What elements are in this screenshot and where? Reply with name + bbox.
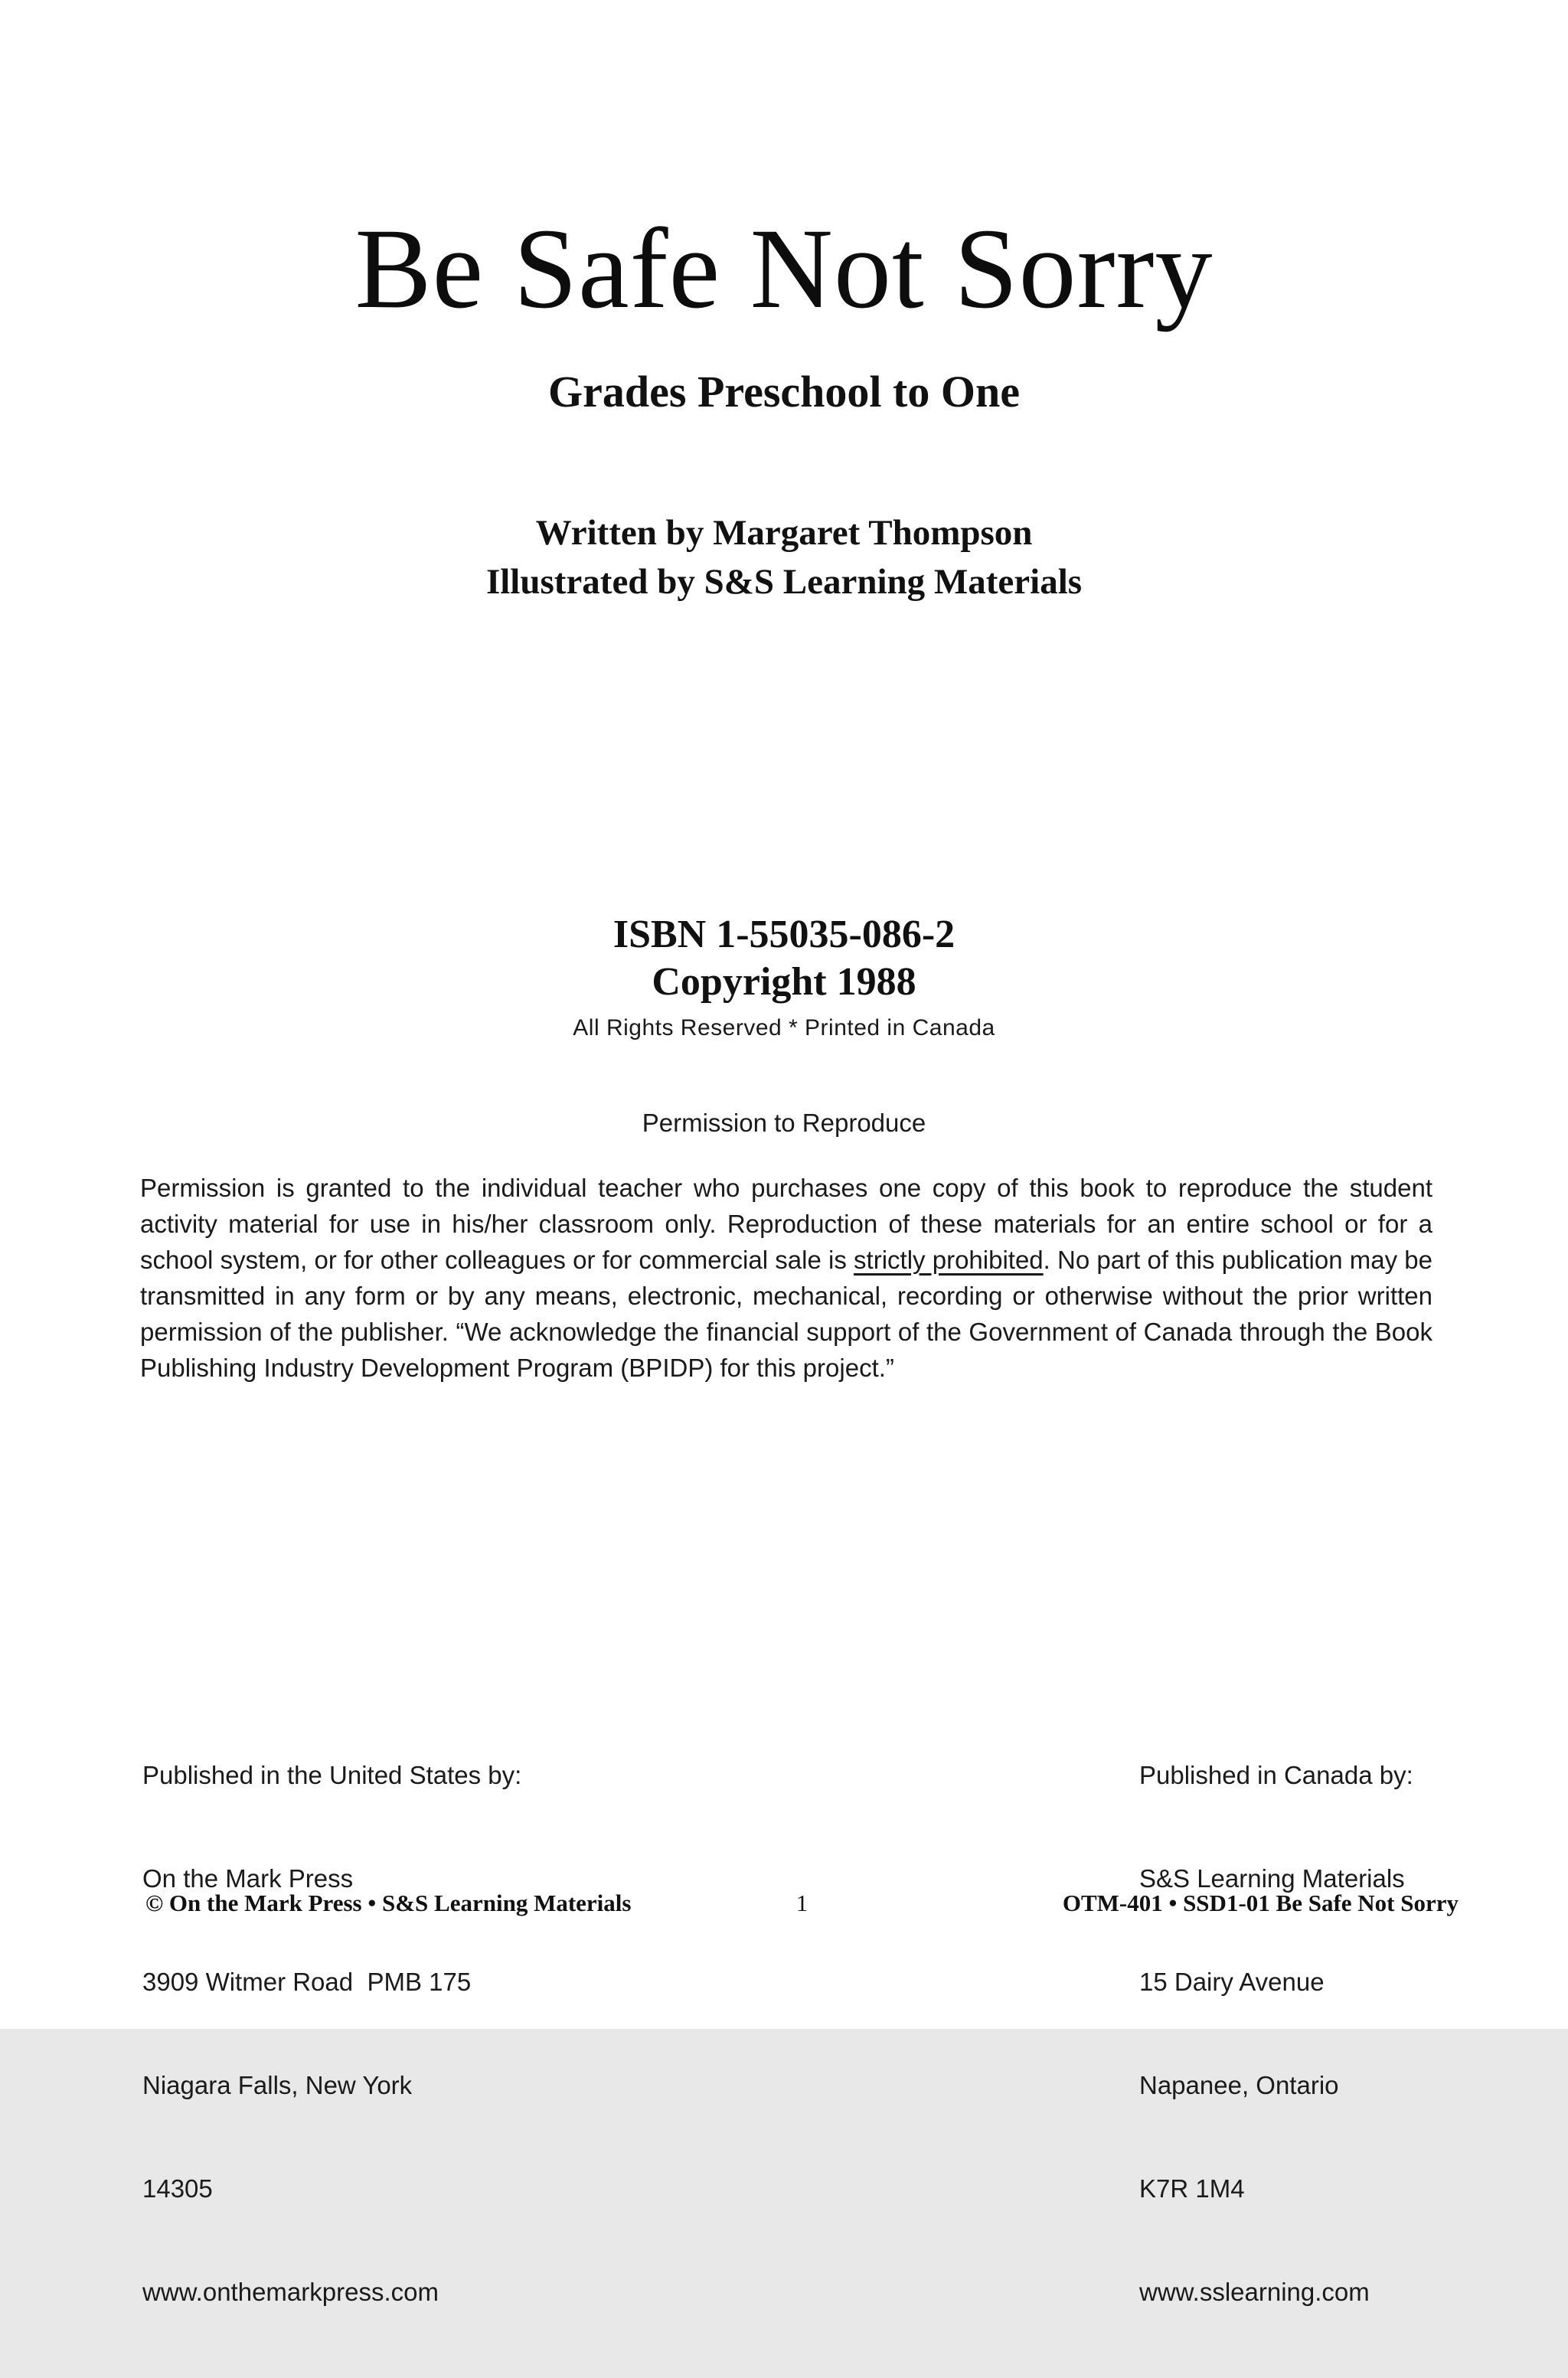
publisher-us-city: Niagara Falls, New York	[142, 2071, 413, 2099]
permission-paragraph	[140, 1170, 1432, 1386]
footer-page-number: 1	[795, 1890, 808, 1916]
publisher-ca-street: 15 Dairy Avenue	[1139, 1968, 1325, 1996]
permission-text-after: . No part of this publication may be transmitted in any form or by any means, electronic, mechanical, recording or otherwise without the prior written permission of the publisher. “We acknowledge the financial support of the Government of Canada through the Book Publishing Industry Development Program (BPIDP) for this project.”	[140, 1246, 1432, 1382]
publisher-canada-block	[1139, 1689, 1413, 2378]
permission-text-before: Permission is granted to the individual teacher who purchases one copy of this book to reproduce the student activity material for use in his/her classroom only. Reproduction of these materials for an entire school or for a school system, or for other colleagues or for commercial sale is	[140, 1174, 1432, 1274]
grade-level-subtitle: Grades Preschool to One	[548, 367, 1020, 416]
written-by-line: Written by Margaret Thompson	[535, 513, 1033, 553]
isbn-line: ISBN 1-55035-086-2	[612, 913, 956, 956]
permission-heading: Permission to Reproduce	[642, 1109, 926, 1137]
publisher-us-website: www.onthemarkpress.com	[142, 2278, 439, 2306]
publisher-ca-postal: K7R 1M4	[1139, 2174, 1245, 2203]
publisher-us-block	[142, 1689, 521, 2378]
publisher-us-name: On the Mark Press	[142, 1864, 354, 1893]
isbn-copyright-block	[0, 911, 1568, 1041]
rights-reserved-line: All Rights Reserved * Printed in Canada	[573, 1015, 995, 1040]
publisher-ca-website: www.sslearning.com	[1139, 2278, 1370, 2306]
footer-product-code: OTM-401 • SSD1-01 Be Safe Not Sorry	[1062, 1890, 1459, 1916]
illustrated-by-line: Illustrated by S&S Learning Materials	[485, 562, 1083, 602]
publisher-us-street: 3909 Witmer Road PMB 175	[142, 1968, 472, 1996]
publisher-ca-name: S&S Learning Materials	[1139, 1864, 1405, 1893]
publisher-us-zip: 14305	[142, 2174, 213, 2203]
publisher-ca-heading: Published in Canada by:	[1139, 1761, 1413, 1789]
strictly-prohibited-underlined: strictly prohibited	[854, 1246, 1044, 1274]
credits-block	[0, 508, 1568, 606]
publisher-us-heading: Published in the United States by:	[142, 1761, 522, 1789]
footer-copyright: © On the Mark Press • S&S Learning Materials	[145, 1890, 632, 1916]
publisher-ca-city: Napanee, Ontario	[1139, 2071, 1339, 2099]
copyright-line: Copyright 1988	[652, 960, 916, 1004]
book-title: Be Safe Not Sorry	[354, 204, 1214, 332]
